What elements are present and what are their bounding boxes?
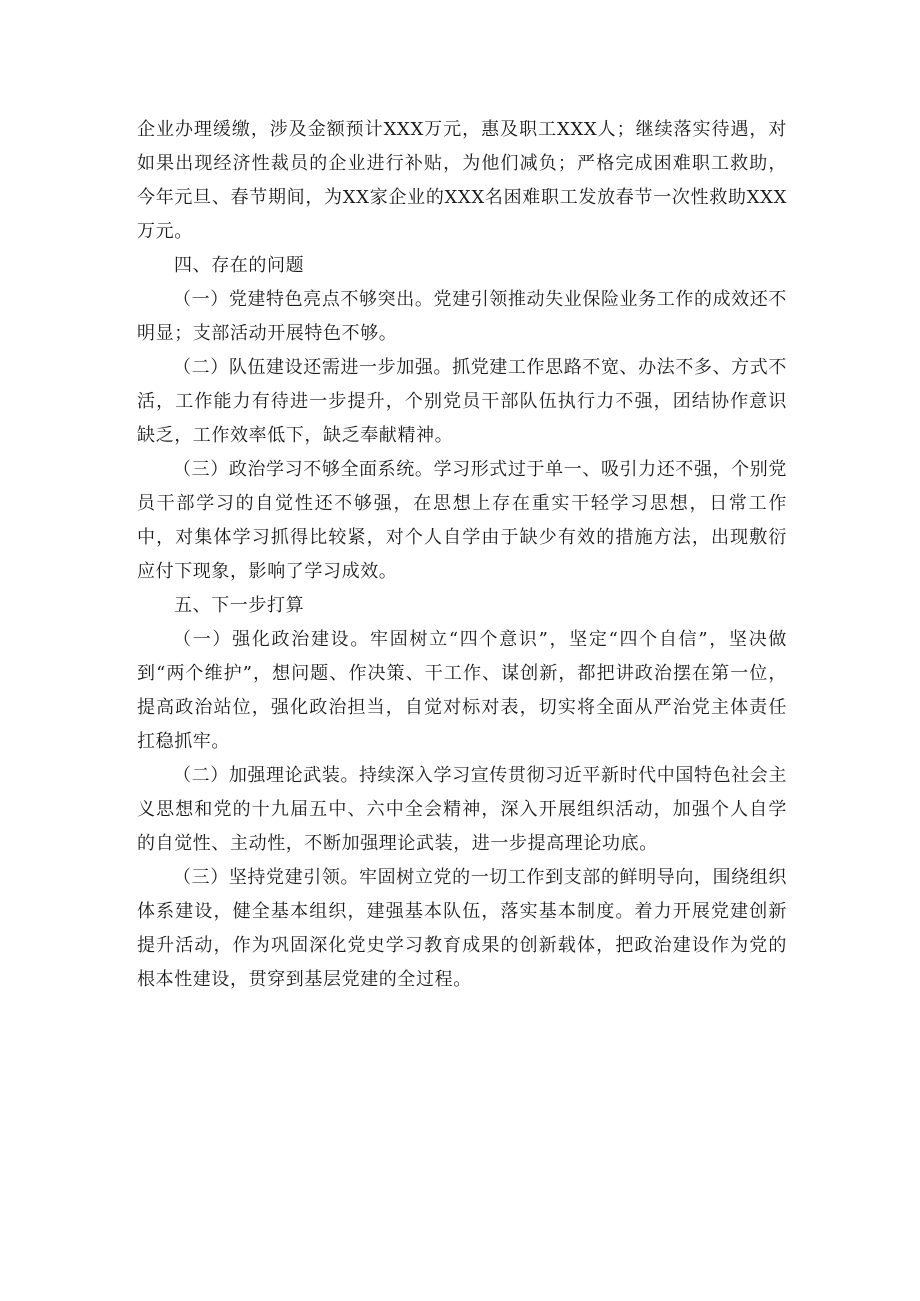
paragraph-problem-3: （三）政治学习不够全面系统。学习形式过于单一、吸引力还不强，个别党员干部学习的自觉性还不够强，在思想上存在重实干轻学习思想，日常工作中，对集体学习抓得比较紧，对个人自学由于缺少有效的措施方法，出现敷衍应付下现象，影响了学习成效。 xyxy=(137,459,787,582)
paragraph-problem-2: （二）队伍建设还需进一步加强。抓党建工作思路不宽、办法不多、方式不活，工作能力有待进一步提升，个别党员干部队伍执行力不强，团结协作意识缺乏，工作效率低下，缺乏奉献精神。 xyxy=(137,357,787,446)
section-heading-next-steps: 五、下一步打算 xyxy=(174,595,305,616)
paragraph-plan-2: （二）加强理论武装。持续深入学习宣传贯彻习近平新时代中国特色社会主义思想和党的十九届五中、六中全会精神，深入开展组织活动，加强个人自学的自觉性、主动性，不断加强理论武装，进一步提高理论功底。 xyxy=(137,765,787,854)
paragraph-problem-1: （一）党建特色亮点不够突出。党建引领推动失业保险业务工作的成效还不明显；支部活动开展特色不够。 xyxy=(137,289,787,344)
document-body xyxy=(137,113,787,997)
section-heading-problems: 四、存在的问题 xyxy=(174,255,305,276)
paragraph-continuation: 企业办理缓缴，涉及金额预计XXX万元，惠及职工XXX人；继续落实待遇，对如果出现经济性裁员的企业进行补贴，为他们减负；严格完成困难职工救助，今年元旦、春节期间，为XX家企业的XXX名困难职工发放春节一次性救助XXX万元。 xyxy=(137,119,787,242)
paragraph-plan-1: （一）强化政治建设。牢固树立“四个意识”，坚定“四个自信”，坚决做到“两个维护”，想问题、作决策、干工作、谋创新，都把讲政治摆在第一位，提高政治站位，强化政治担当，自觉对标对表，切实将全面从严治党主体责任扛稳抓牢。 xyxy=(137,629,787,752)
paragraph-plan-3: （三）坚持党建引领。牢固树立党的一切工作到支部的鲜明导向，围绕组织体系建设，健全基本组织，建强基本队伍，落实基本制度。着力开展党建创新提升活动，作为巩固深化党史学习教育成果的创新载体，把政治建设作为党的根本性建设，贯穿到基层党建的全过程。 xyxy=(137,867,787,990)
